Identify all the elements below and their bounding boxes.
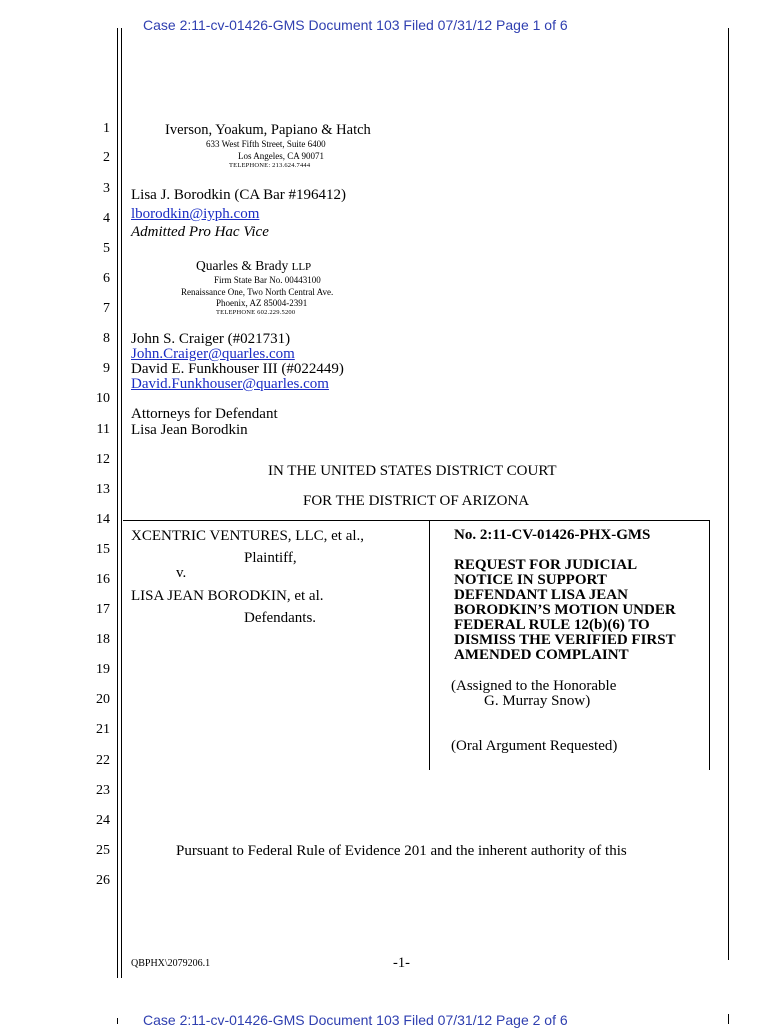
firm2-city: Phoenix, AZ 85004-2391 [216,298,308,308]
body-paragraph-start: Pursuant to Federal Rule of Evidence 201 and the inherent authority of this [176,843,627,859]
defendant-label: Defendants. [244,610,317,626]
document-title-line: NOTICE IN SUPPORT [454,572,607,588]
attorney1-status: Admitted Pro Hac Vice [131,224,269,240]
line-number: 20 [96,692,110,707]
line-number: 26 [96,873,110,888]
defendant-name: LISA JEAN BORODKIN, et al. [131,588,324,604]
firm2-bar: Firm State Bar No. 00443100 [214,275,321,285]
line-number: 24 [96,813,110,828]
attorney2-email-link[interactable]: John.Craiger@quarles.com [131,346,295,362]
line-number: 19 [96,662,110,677]
court-title: IN THE UNITED STATES DISTRICT COURT [268,463,557,479]
firm1-phone: TELEPHONE: 213.624.7444 [229,162,311,169]
caption-top-rule [123,520,710,521]
representation-line2: Lisa Jean Borodkin [131,422,248,438]
firm2-name: Quarles & Brady [196,258,289,273]
left-margin-rule [117,28,118,978]
line-number: 14 [96,512,110,527]
firm1-street: 633 West Fifth Street, Suite 6400 [206,139,326,149]
line-number: 12 [96,452,110,467]
line-number: 17 [96,602,110,617]
attorney3-name: David E. Funkhouser III (#022449) [131,361,344,377]
document-title-line: AMENDED COMPLAINT [454,647,629,663]
firm2-address: Renaissance One, Two North Central Ave. [181,287,334,297]
case-header: Case 2:11-cv-01426-GMS Document 103 Filed 07/31/12 Page 1 of 6 [143,17,568,33]
line-number: 15 [96,542,110,557]
case-number: No. 2:11-CV-01426-PHX-GMS [454,527,651,543]
next-page-right-rule [728,1014,729,1024]
line-number: 13 [96,482,110,497]
document-title-line: DISMISS THE VERIFIED FIRST [454,632,676,648]
caption-right-rule [709,520,710,770]
line-number: 4 [103,211,110,226]
line-number: 6 [103,271,110,286]
line-number: 16 [96,572,110,587]
firm2-name-line [196,258,311,274]
assigned-judge-line2: G. Murray Snow) [484,693,591,709]
court-district: FOR THE DISTRICT OF ARIZONA [303,493,530,509]
line-number: 9 [103,361,110,376]
line-number: 1 [103,121,110,136]
document-title-line: BORODKIN’S MOTION UNDER [454,602,676,618]
firm1-city: Los Angeles, CA 90071 [238,151,325,161]
caption-divider [429,520,430,770]
footer-doc-id: QBPHX\2079206.1 [131,958,211,969]
line-number: 2 [103,150,110,165]
document-title-line: REQUEST FOR JUDICIAL [454,557,638,573]
plaintiff-label: Plaintiff, [244,550,297,566]
line-number: 3 [103,181,110,196]
footer-page-number: -1- [393,955,410,971]
line-number: 7 [103,301,110,316]
line-number: 10 [96,391,110,406]
line-number: 8 [103,331,110,346]
left-margin-rule-double [121,28,122,978]
representation-line1: Attorneys for Defendant [131,406,278,422]
line-number: 21 [96,722,110,737]
firm2-suffix: LLP [291,261,312,273]
document-title-line: FEDERAL RULE 12(b)(6) TO [454,617,650,633]
attorney2-name: John S. Craiger (#021731) [131,331,291,347]
assigned-judge-line1: (Assigned to the Honorable [451,678,617,694]
firm2-phone: TELEPHONE 602.229.5200 [216,309,296,316]
attorney1-name: Lisa J. Borodkin (CA Bar #196412) [131,187,346,203]
next-page-header: Case 2:11-cv-01426-GMS Document 103 Filed 07/31/12 Page 2 of 6 [143,1012,568,1028]
attorney3-email-link[interactable]: David.Funkhouser@quarles.com [131,376,329,392]
plaintiff-name: XCENTRIC VENTURES, LLC, et al., [131,528,365,544]
line-number: 5 [103,241,110,256]
versus: v. [176,565,187,581]
attorney1-email-link[interactable]: lborodkin@iyph.com [131,206,260,222]
right-margin-rule [728,28,729,960]
firm1-name: Iverson, Yoakum, Papiano & Hatch [165,122,371,138]
document-title-line: DEFENDANT LISA JEAN [454,587,628,603]
line-number: 23 [96,783,110,798]
line-number: 22 [96,753,110,768]
oral-argument-note: (Oral Argument Requested) [451,738,618,754]
line-number: 18 [96,632,110,647]
document-title [454,558,676,663]
line-number: 25 [96,843,110,858]
next-page-left-rule [117,1018,118,1024]
line-number: 11 [96,422,110,437]
